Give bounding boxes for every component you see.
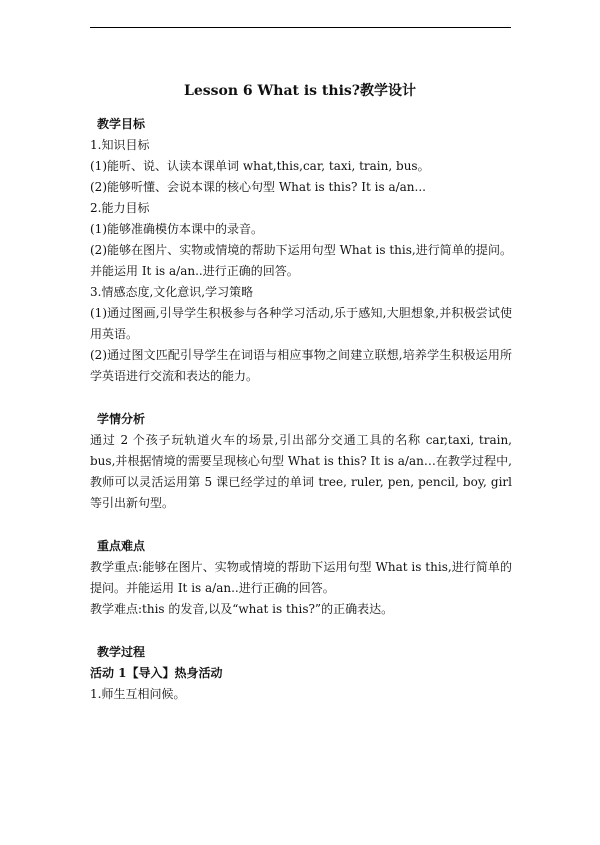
process-step-1: 1.师生互相问候。 (90, 687, 186, 701)
analysis-text: 通过 2 个孩子玩轨道火车的场景,引出部分交通工具的名称 car,taxi, train, bus,并根据情境的需要呈现核心句型 What is this? It is a/an…在教学过程中,教师可以灵活运用第 5 课已经学过的单词 tree, ruler, pen, pencil, boy, girl 等引出新句型。 (90, 433, 512, 510)
emotion-goal-1: (1)通过图画,引导学生积极参与各种学习活动,乐于感知,大胆想象,并积极尝试使用英语。 (90, 306, 512, 341)
objectives-heading: 教学目标 (97, 117, 146, 131)
header-rule (90, 27, 511, 28)
knowledge-goal-1: (1)能听、说、认读本课单词 what,this,car, taxi, train, bus。 (90, 159, 430, 173)
knowledge-goal-2: (2)能够听懂、会说本课的核心句型 What is this? It is a/an... (90, 180, 426, 194)
ability-goal-1: (1)能够准确模仿本课中的录音。 (90, 222, 263, 236)
document-title: Lesson 6 What is this?教学设计 (184, 83, 416, 99)
document-body (90, 114, 512, 705)
analysis-heading: 学情分析 (97, 412, 146, 426)
ability-goal-2: (2)能够在图片、实物或情境的帮助下运用句型 What is this,进行简单的提问。并能运用 It is a/an..进行正确的回答。 (90, 243, 512, 278)
activity-1-title: 活动 1【导入】热身活动 (90, 666, 223, 680)
ability-goal-title: 2.能力目标 (90, 201, 150, 215)
knowledge-goal-title: 1.知识目标 (90, 138, 150, 152)
emotion-goal-2: (2)通过图文匹配引导学生在词语与相应事物之间建立联想,培养学生积极运用所学英语进行交流和表达的能力。 (90, 348, 512, 383)
keypoints-heading: 重点难点 (97, 539, 146, 553)
emotion-goal-title: 3.情感态度,文化意识,学习策略 (90, 285, 254, 299)
difficult-point-text: 教学难点:this 的发音,以及“what is this?”的正确表达。 (90, 602, 394, 616)
process-heading: 教学过程 (97, 645, 146, 659)
key-point-text: 教学重点:能够在图片、实物或情境的帮助下运用句型 What is this,进行简单的提问。并能运用 It is a/an..进行正确的回答。 (90, 560, 512, 595)
